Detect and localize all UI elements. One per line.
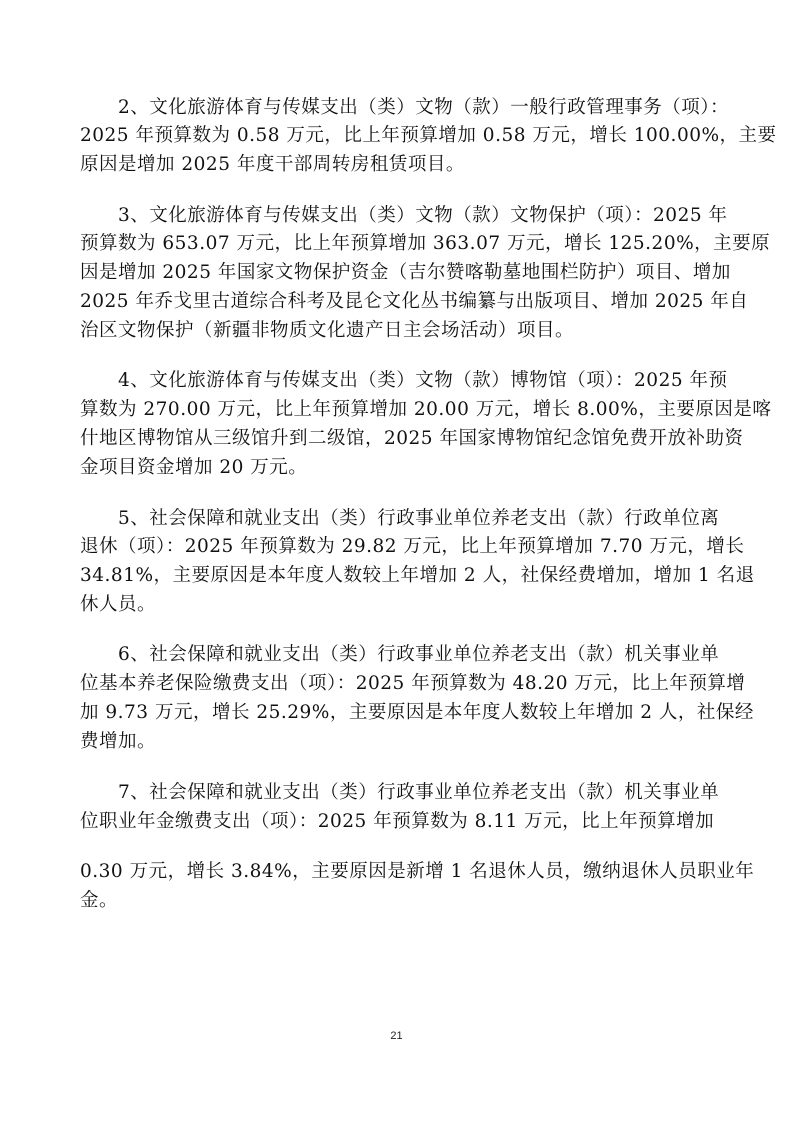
text-line: 休人员。: [80, 594, 157, 615]
text-line: 退休（项）：2025 年预算数为 29.82 万元，比上年预算增加 7.70 万元，增长: [80, 536, 745, 557]
text-line: 原因是增加 2025 年度干部周转房租赁项目。: [80, 154, 465, 175]
text-line: 费增加。: [80, 731, 157, 752]
text-line: 6、社会保障和就业支出（类）行政事业单位养老支出（款）机关事业单: [118, 644, 720, 665]
text-line: 金项目资金增加 20 万元。: [80, 457, 308, 478]
text-line: 位职业年金缴费支出（项）：2025 年预算数为 8.11 万元，比上年预算增加: [80, 811, 715, 832]
text-line: 2、文化旅游体育与传媒支出（类）文物（款）一般行政管理事务（项）：: [118, 97, 730, 118]
text-line: 2025 年预算数为 0.58 万元，比上年预算增加 0.58 万元，增长 100.00%，主要: [80, 125, 777, 146]
text-line: 5、社会保障和就业支出（类）行政事业单位养老支出（款）行政单位离: [118, 508, 720, 529]
text-line: 治区文物保护（新疆非物质文化遗产日主会场活动）项目。: [80, 320, 575, 341]
text-line: 0.30 万元，增长 3.84%，主要原因是新增 1 名退休人员，缴纳退休人员职业年: [80, 861, 755, 882]
text-line: 加 9.73 万元，增长 25.29%，主要原因是本年度人数较上年增加 2 人，社保经: [80, 702, 754, 723]
text-line: 34.81%，主要原因是本年度人数较上年增加 2 人，社保经费增加，增加 1 名退: [80, 565, 755, 586]
text-line: 算数为 270.00 万元，比上年预算增加 20.00 万元，增长 8.00%，主要原因是喀: [80, 399, 772, 420]
text-line: 位基本养老保险缴费支出（项）：2025 年预算数为 48.20 万元，比上年预算增: [80, 673, 746, 694]
text-line: 4、文化旅游体育与传媒支出（类）文物（款）博物馆（项）：2025 年预: [118, 370, 728, 391]
page-number: 21: [390, 1030, 403, 1042]
text-line: 预算数为 653.07 万元，比上年预算增加 363.07 万元，增长 125.20%，主要原: [80, 233, 771, 254]
text-line: 什地区博物馆从三级馆升到二级馆，2025 年国家博物馆纪念馆免费开放补助资: [80, 428, 744, 449]
text-line: 因是增加 2025 年国家文物保护资金（吉尔赞喀勒墓地围栏防护）项目、增加: [80, 262, 731, 283]
text-line: 3、文化旅游体育与传媒支出（类）文物（款）文物保护（项）：2025 年: [118, 205, 728, 226]
text-line: 金。: [80, 890, 119, 911]
text-line: 7、社会保障和就业支出（类）行政事业单位养老支出（款）机关事业单: [118, 782, 720, 803]
text-line: 2025 年乔戈里古道综合科考及昆仑文化丛书编纂与出版项目、增加 2025 年自: [80, 291, 749, 312]
